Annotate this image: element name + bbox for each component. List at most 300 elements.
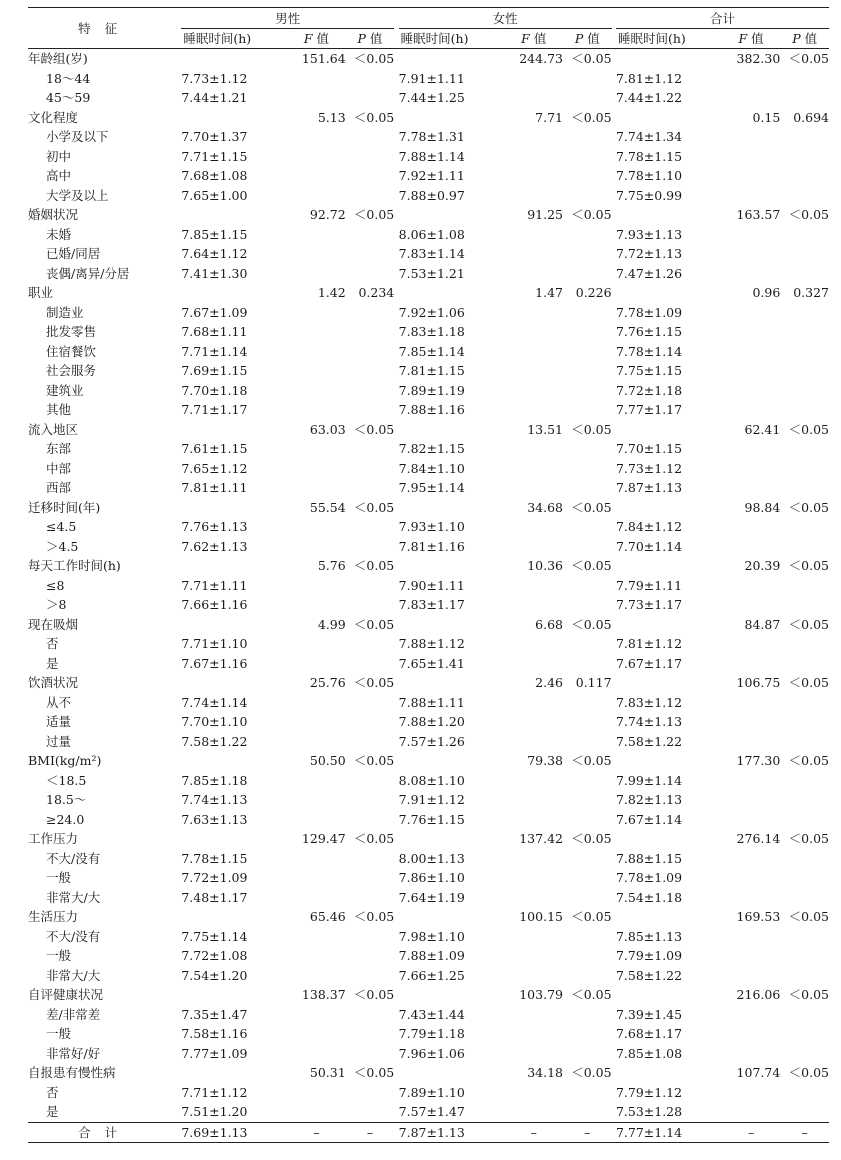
male-p-value: ＜0.05 [353, 616, 395, 632]
all-p-value: ＜0.05 [788, 499, 829, 515]
female-p-value: 0.226 [575, 285, 612, 301]
all-sleep-time: 7.39±1.45 [615, 1006, 683, 1022]
category-row [28, 829, 829, 849]
table-row [28, 1044, 829, 1064]
female-p-value: ＜0.05 [571, 987, 612, 1003]
total-row [28, 1122, 829, 1143]
female-sleep-time: 7.96±1.06 [398, 1045, 465, 1061]
female-sleep-time: 7.92±1.06 [398, 304, 465, 320]
male-f-value: 4.99 [317, 616, 346, 632]
male-p-value: ＜0.05 [353, 987, 395, 1003]
table-row [28, 537, 829, 557]
female-p-value: ＜0.05 [571, 1065, 612, 1081]
all-f-value: 276.14 [736, 831, 781, 847]
male-p-value: ＜0.05 [353, 499, 395, 515]
all-sleep-time: 7.87±1.13 [615, 480, 683, 496]
female-f-value: 91.25 [527, 207, 563, 223]
total-all-f-value: – [722, 1122, 780, 1143]
female-f-value: 6.68 [535, 616, 563, 632]
all-sleep-time: 7.58±1.22 [615, 733, 683, 749]
male-sleep-time: 7.71±1.17 [181, 402, 248, 418]
male-sleep-time: 7.67±1.09 [181, 304, 248, 320]
male-p-value: ＜0.05 [353, 675, 395, 691]
female-sleep-time: 7.93±1.10 [398, 519, 465, 535]
group-header-female: 女性 [399, 8, 612, 29]
subgroup-label: 其他 [46, 402, 72, 418]
male-sleep-time: 7.71±1.10 [181, 636, 248, 652]
male-sleep-time: 7.44±1.21 [181, 90, 248, 106]
male-sleep-time: 7.70±1.10 [181, 714, 248, 730]
all-f-value: 382.30 [736, 51, 781, 67]
male-sleep-time: 7.70±1.18 [181, 382, 248, 398]
female-sleep-time: 7.78±1.31 [398, 129, 465, 145]
male-sleep-time: 7.85±1.15 [181, 226, 248, 242]
female-p-value: 0.117 [575, 675, 612, 691]
table-row [28, 1102, 829, 1122]
female-sleep-time: 7.91±1.12 [398, 792, 465, 808]
male-p-value: ＜0.05 [353, 753, 395, 769]
male-f-value: 65.46 [309, 909, 346, 925]
male-sleep-time: 7.85±1.18 [181, 772, 248, 788]
table-row [28, 771, 829, 791]
category-label: 迁移时间(年) [28, 499, 101, 515]
all-sleep-time: 7.79±1.11 [615, 577, 683, 593]
all-sleep-time: 7.47±1.26 [615, 265, 683, 281]
subgroup-label: 西部 [46, 480, 72, 496]
male-sleep-time: 7.48±1.17 [181, 889, 248, 905]
male-sleep-time: 7.51±1.20 [181, 1104, 248, 1120]
table-body [28, 49, 829, 1123]
all-sleep-time: 7.54±1.18 [615, 889, 683, 905]
all-sleep-time: 7.85±1.13 [615, 928, 683, 944]
female-sleep-time: 7.76±1.15 [398, 811, 465, 827]
table-row [28, 225, 829, 245]
all-sleep-time: 7.78±1.14 [615, 343, 683, 359]
female-sleep-time: 7.92±1.11 [398, 168, 465, 184]
all-sleep-time: 7.58±1.22 [615, 967, 683, 983]
category-label: 每天工作时间(h) [28, 558, 121, 574]
subgroup-label: 建筑业 [46, 382, 84, 398]
table-row [28, 88, 829, 108]
subgroup-label: 非常好/好 [46, 1045, 101, 1061]
male-sleep-time: 7.71±1.11 [181, 577, 248, 593]
female-f-value: 34.18 [527, 1065, 563, 1081]
female-p-value: ＜0.05 [571, 831, 612, 847]
subgroup-label: 一般 [46, 1026, 72, 1042]
col-header-p-value: P 值 [780, 29, 829, 49]
female-sleep-time: 7.88±1.12 [398, 636, 465, 652]
total-all-sleep-time: 7.77±1.14 [616, 1122, 722, 1143]
male-f-value: 50.31 [309, 1065, 346, 1081]
female-sleep-time: 8.08±1.10 [398, 772, 465, 788]
all-sleep-time: 7.78±1.10 [615, 168, 683, 184]
category-row [28, 205, 829, 225]
category-row [28, 49, 829, 69]
table-row [28, 946, 829, 966]
subgroup-label: 初中 [46, 148, 72, 164]
category-label: 流入地区 [28, 421, 79, 437]
all-sleep-time: 7.67±1.14 [615, 811, 683, 827]
col-header-sleep-time: 睡眠时间(h) [181, 29, 287, 49]
all-sleep-time: 7.75±1.15 [615, 363, 683, 379]
female-p-value: ＜0.05 [571, 207, 612, 223]
category-row [28, 673, 829, 693]
female-sleep-time: 7.83±1.17 [398, 597, 465, 613]
subgroup-label: 18.5～ [46, 792, 87, 808]
female-sleep-time: 7.88±1.09 [398, 948, 465, 964]
female-f-value: 34.68 [527, 499, 563, 515]
table-row [28, 439, 829, 459]
male-p-value: ＜0.05 [353, 1065, 395, 1081]
subgroup-label: 差/非常差 [46, 1006, 101, 1022]
table-row [28, 966, 829, 986]
female-sleep-time: 7.83±1.14 [398, 246, 465, 262]
male-sleep-time: 7.71±1.12 [181, 1084, 248, 1100]
male-sleep-time: 7.77±1.09 [181, 1045, 248, 1061]
table-row [28, 342, 829, 362]
male-sleep-time: 7.69±1.15 [181, 363, 248, 379]
female-sleep-time: 7.57±1.26 [398, 733, 465, 749]
all-sleep-time: 7.79±1.09 [615, 948, 683, 964]
all-f-value: 84.87 [744, 616, 781, 632]
male-sleep-time: 7.81±1.11 [181, 480, 248, 496]
female-sleep-time: 7.53±1.21 [398, 265, 465, 281]
male-sleep-time: 7.78±1.15 [181, 850, 248, 866]
category-row [28, 556, 829, 576]
subgroup-label: 大学及以上 [46, 187, 109, 203]
group-header-male: 男性 [181, 8, 394, 29]
male-f-value: 5.76 [317, 558, 346, 574]
subgroup-label: 未婚 [46, 226, 72, 242]
category-label: 工作压力 [28, 831, 79, 847]
female-sleep-time: 7.86±1.10 [398, 870, 465, 886]
all-p-value: ＜0.05 [788, 558, 829, 574]
all-p-value: ＜0.05 [788, 675, 829, 691]
all-p-value: ＜0.05 [788, 1065, 829, 1081]
female-p-value: ＜0.05 [571, 421, 612, 437]
category-label: 职业 [28, 285, 54, 301]
all-sleep-time: 7.74±1.34 [615, 129, 683, 145]
table-row [28, 459, 829, 479]
female-sleep-time: 7.88±1.14 [398, 148, 465, 164]
male-p-value: ＜0.05 [353, 831, 395, 847]
female-f-value: 13.51 [527, 421, 563, 437]
table-row [28, 810, 829, 830]
table-row [28, 576, 829, 596]
subgroup-label: 一般 [46, 870, 72, 886]
female-f-value: 79.38 [527, 753, 563, 769]
table-row [28, 186, 829, 206]
male-f-value: 151.64 [301, 51, 346, 67]
female-sleep-time: 7.44±1.25 [398, 90, 465, 106]
category-row [28, 420, 829, 440]
female-f-value: 100.15 [519, 909, 563, 925]
table-row [28, 634, 829, 654]
all-sleep-time: 7.70±1.15 [615, 441, 683, 457]
table-row [28, 654, 829, 674]
all-sleep-time: 7.88±1.15 [615, 850, 683, 866]
male-sleep-time: 7.70±1.37 [181, 129, 248, 145]
male-sleep-time: 7.62±1.13 [181, 538, 248, 554]
table-row [28, 69, 829, 89]
table-row [28, 244, 829, 264]
male-sleep-time: 7.64±1.12 [181, 246, 248, 262]
female-p-value: ＜0.05 [571, 753, 612, 769]
male-f-value: 5.13 [317, 109, 346, 125]
female-sleep-time: 7.84±1.10 [398, 460, 465, 476]
table-row [28, 322, 829, 342]
female-p-value: ＜0.05 [571, 558, 612, 574]
female-p-value: ＜0.05 [571, 109, 612, 125]
male-sleep-time: 7.72±1.08 [181, 948, 248, 964]
all-sleep-time: 7.44±1.22 [615, 90, 683, 106]
subgroup-label: 过量 [46, 733, 72, 749]
female-sleep-time: 7.79±1.18 [398, 1026, 465, 1042]
subgroup-label: 东部 [46, 441, 72, 457]
col-header-p-value: P 值 [346, 29, 395, 49]
category-row [28, 751, 829, 771]
table-row [28, 147, 829, 167]
male-sleep-time: 7.65±1.12 [181, 460, 248, 476]
male-p-value: ＜0.05 [353, 109, 395, 125]
male-sleep-time: 7.61±1.15 [181, 441, 248, 457]
all-p-value: ＜0.05 [788, 831, 829, 847]
male-f-value: 55.54 [309, 499, 346, 515]
all-sleep-time: 7.70±1.14 [615, 538, 683, 554]
category-row [28, 108, 829, 128]
all-sleep-time: 7.99±1.14 [615, 772, 683, 788]
subgroup-label: 高中 [46, 168, 72, 184]
subgroup-label: 制造业 [46, 304, 84, 320]
female-f-value: 103.79 [519, 987, 563, 1003]
all-p-value: ＜0.05 [788, 909, 829, 925]
female-sleep-time: 7.90±1.11 [398, 577, 465, 593]
all-sleep-time: 7.68±1.17 [615, 1026, 683, 1042]
subgroup-label: ＞4.5 [46, 538, 79, 554]
table-row [28, 868, 829, 888]
table-row [28, 595, 829, 615]
female-sleep-time: 7.43±1.44 [398, 1006, 465, 1022]
female-sleep-time: 7.88±1.20 [398, 714, 465, 730]
female-p-value: ＜0.05 [571, 51, 612, 67]
subgroup-label: 不大/没有 [46, 850, 101, 866]
table-row [28, 381, 829, 401]
male-f-value: 138.37 [301, 987, 346, 1003]
sleep-time-table [28, 7, 829, 1143]
female-sleep-time: 7.82±1.15 [398, 441, 465, 457]
male-p-value: ＜0.05 [353, 558, 395, 574]
col-header-sleep-time: 睡眠时间(h) [616, 29, 722, 49]
table-row [28, 888, 829, 908]
table-row [28, 166, 829, 186]
feature-header: 特征 [28, 8, 181, 49]
male-p-value: 0.234 [358, 285, 395, 301]
all-sleep-time: 7.83±1.12 [615, 694, 683, 710]
male-sleep-time: 7.66±1.16 [181, 597, 248, 613]
all-p-value: ＜0.05 [788, 616, 829, 632]
subgroup-label: 非常大/大 [46, 967, 101, 983]
female-sleep-time: 7.66±1.25 [398, 967, 465, 983]
female-f-value: 7.71 [535, 109, 563, 125]
all-sleep-time: 7.53±1.28 [615, 1104, 683, 1120]
all-f-value: 0.15 [752, 109, 781, 125]
male-p-value: ＜0.05 [353, 421, 395, 437]
all-sleep-time: 7.67±1.17 [615, 655, 683, 671]
col-header-p-value: P 值 [563, 29, 612, 49]
all-f-value: 216.06 [736, 987, 781, 1003]
male-sleep-time: 7.75±1.14 [181, 928, 248, 944]
subgroup-label: 是 [46, 1104, 59, 1120]
female-sleep-time: 7.88±1.11 [398, 694, 465, 710]
subgroup-label: 一般 [46, 948, 72, 964]
all-sleep-time: 7.84±1.12 [615, 519, 683, 535]
female-p-value: ＜0.05 [571, 499, 612, 515]
subgroup-label: ＜18.5 [46, 772, 87, 788]
all-f-value: 20.39 [744, 558, 781, 574]
subgroup-label: 是 [46, 655, 59, 671]
all-sleep-time: 7.78±1.09 [615, 304, 683, 320]
table-row [28, 693, 829, 713]
female-sleep-time: 7.95±1.14 [398, 480, 465, 496]
subgroup-label: ≤8 [46, 577, 65, 593]
all-sleep-time: 7.73±1.17 [615, 597, 683, 613]
subgroup-label: 不大/没有 [46, 928, 101, 944]
male-sleep-time: 7.76±1.13 [181, 519, 248, 535]
total-label: 合计 [28, 1122, 181, 1143]
female-sleep-time: 7.83±1.18 [398, 324, 465, 340]
total-male-sleep-time: 7.69±1.13 [181, 1122, 287, 1143]
subgroup-label: ＞8 [46, 597, 67, 613]
all-p-value: ＜0.05 [788, 753, 829, 769]
female-sleep-time: 7.89±1.10 [398, 1084, 465, 1100]
female-sleep-time: 8.00±1.13 [398, 850, 465, 866]
total-female-sleep-time: 7.87±1.13 [399, 1122, 505, 1143]
male-sleep-time: 7.58±1.22 [181, 733, 248, 749]
male-sleep-time: 7.41±1.30 [181, 265, 248, 281]
male-sleep-time: 7.72±1.09 [181, 870, 248, 886]
col-header-sleep-time: 睡眠时间(h) [399, 29, 505, 49]
all-sleep-time: 7.78±1.09 [615, 870, 683, 886]
col-header-f-value: F 值 [505, 29, 563, 49]
table-row [28, 712, 829, 732]
male-p-value: ＜0.05 [353, 51, 395, 67]
subgroup-label: 45～59 [46, 90, 91, 106]
subgroup-label: 丧偶/离异/分居 [46, 265, 130, 281]
female-f-value: 244.73 [519, 51, 563, 67]
female-sleep-time: 7.88±0.97 [398, 187, 465, 203]
all-p-value: 0.694 [793, 109, 829, 125]
female-sleep-time: 7.57±1.47 [398, 1104, 465, 1120]
all-sleep-time: 7.85±1.08 [615, 1045, 683, 1061]
category-row [28, 498, 829, 518]
male-f-value: 25.76 [309, 675, 346, 691]
female-f-value: 137.42 [519, 831, 563, 847]
female-sleep-time: 7.98±1.10 [398, 928, 465, 944]
category-label: 自评健康状况 [28, 987, 104, 1003]
subgroup-label: 社会服务 [46, 363, 97, 379]
female-sleep-time: 7.81±1.15 [398, 363, 465, 379]
all-f-value: 0.96 [752, 285, 781, 301]
all-sleep-time: 7.82±1.13 [615, 792, 683, 808]
male-sleep-time: 7.74±1.14 [181, 694, 248, 710]
all-f-value: 62.41 [744, 421, 781, 437]
total-male-f-value: – [287, 1122, 345, 1143]
table-row [28, 1005, 829, 1025]
category-label: BMI(kg/m²) [28, 753, 102, 769]
subgroup-label: 住宿餐饮 [46, 343, 97, 359]
all-sleep-time: 7.74±1.13 [615, 714, 683, 730]
category-label: 现在吸烟 [28, 616, 79, 632]
male-sleep-time: 7.68±1.08 [181, 168, 248, 184]
male-sleep-time: 7.67±1.16 [181, 655, 248, 671]
female-f-value: 1.47 [535, 285, 563, 301]
category-label: 年龄组(岁) [28, 51, 88, 67]
table-row [28, 732, 829, 752]
subgroup-label: 已婚/同居 [46, 246, 101, 262]
table-row [28, 127, 829, 147]
table-row [28, 1024, 829, 1044]
all-p-value: 0.327 [793, 285, 829, 301]
all-sleep-time: 7.78±1.15 [615, 148, 683, 164]
all-sleep-time: 7.76±1.15 [615, 324, 683, 340]
all-sleep-time: 7.79±1.12 [615, 1084, 683, 1100]
table-row [28, 361, 829, 381]
female-sleep-time: 7.81±1.16 [398, 538, 465, 554]
total-all-p-value: – [780, 1122, 829, 1143]
male-sleep-time: 7.58±1.16 [181, 1026, 248, 1042]
table-row [28, 400, 829, 420]
female-sleep-time: 7.64±1.19 [398, 889, 465, 905]
all-f-value: 169.53 [736, 909, 781, 925]
subgroup-label: 小学及以下 [46, 129, 109, 145]
all-sleep-time: 7.81±1.12 [615, 636, 683, 652]
subgroup-label: 非常大/大 [46, 889, 101, 905]
male-sleep-time: 7.65±1.00 [181, 187, 248, 203]
all-sleep-time: 7.93±1.13 [615, 226, 683, 242]
all-sleep-time: 7.73±1.12 [615, 460, 683, 476]
subgroup-label: 否 [46, 1084, 59, 1100]
all-p-value: ＜0.05 [788, 987, 829, 1003]
table-row [28, 1083, 829, 1103]
all-f-value: 98.84 [744, 499, 781, 515]
female-sleep-time: 7.65±1.41 [398, 655, 465, 671]
female-sleep-time: 7.88±1.16 [398, 402, 465, 418]
category-label: 文化程度 [28, 109, 79, 125]
subgroup-label: 否 [46, 636, 59, 652]
all-p-value: ＜0.05 [788, 207, 829, 223]
male-p-value: ＜0.05 [353, 207, 395, 223]
category-row [28, 283, 829, 303]
all-sleep-time: 7.81±1.12 [615, 70, 683, 86]
category-label: 自报患有慢性病 [28, 1065, 116, 1081]
male-sleep-time: 7.71±1.14 [181, 343, 248, 359]
subgroup-label: ≥24.0 [46, 811, 85, 827]
category-row [28, 907, 829, 927]
male-sleep-time: 7.73±1.12 [181, 70, 248, 86]
subgroup-label: 18～44 [46, 70, 91, 86]
male-sleep-time: 7.74±1.13 [181, 792, 248, 808]
female-f-value: 10.36 [527, 558, 563, 574]
male-sleep-time: 7.35±1.47 [181, 1006, 248, 1022]
male-f-value: 63.03 [309, 421, 346, 437]
col-header-f-value: F 值 [287, 29, 345, 49]
category-row [28, 1063, 829, 1083]
table-row [28, 478, 829, 498]
category-label: 生活压力 [28, 909, 79, 925]
subgroup-label: 中部 [46, 460, 72, 476]
female-p-value: ＜0.05 [571, 616, 612, 632]
total-female-f-value: – [505, 1122, 563, 1143]
